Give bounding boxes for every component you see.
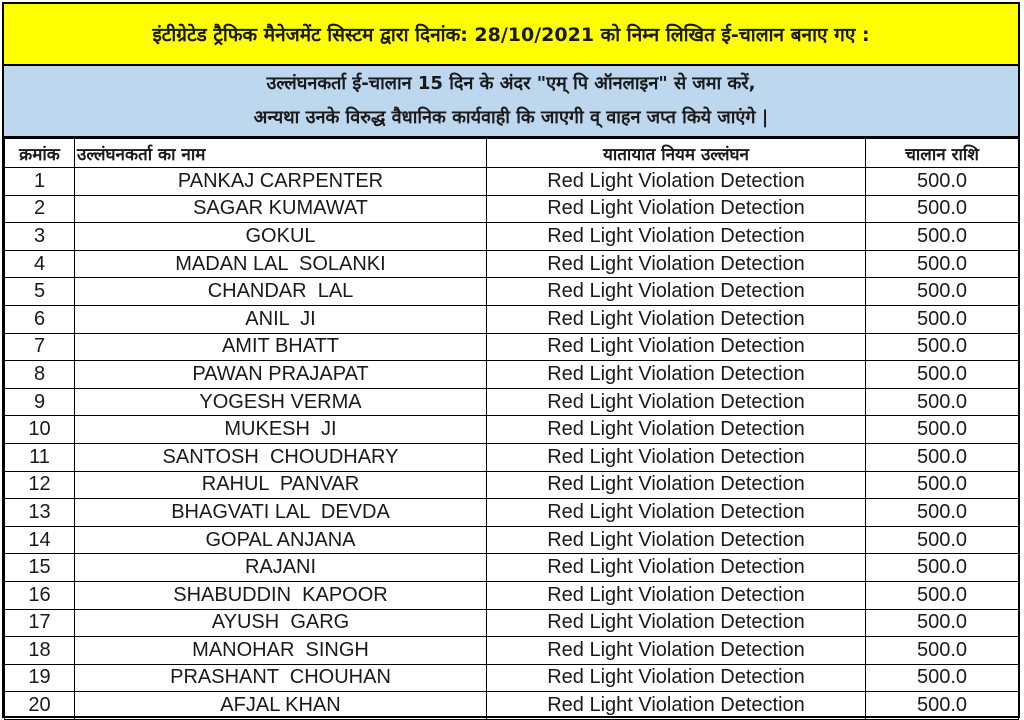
violation-cell: Red Light Violation Detection xyxy=(487,333,866,361)
violator-name-cell: BHAGVATI LAL DEVDA xyxy=(75,499,487,527)
serial-no-cell: 1 xyxy=(5,168,75,196)
amount-cell: 500.0 xyxy=(866,250,1019,278)
violator-name-cell: AYUSH GARG xyxy=(75,609,487,637)
violation-cell: Red Light Violation Detection xyxy=(487,664,866,692)
violation-cell: Red Light Violation Detection xyxy=(487,609,866,637)
amount-cell: 500.0 xyxy=(866,637,1019,665)
violator-name-cell: PAWAN PRAJAPAT xyxy=(75,361,487,389)
header-serial-no: क्रमांक xyxy=(5,139,75,168)
serial-no-cell: 15 xyxy=(5,554,75,582)
violator-name-cell: GOPAL ANJANA xyxy=(75,526,487,554)
table-row xyxy=(5,664,1019,692)
table-row xyxy=(5,305,1019,333)
violator-name-cell: PANKAJ CARPENTER xyxy=(75,168,487,196)
violator-name-cell: YOGESH VERMA xyxy=(75,388,487,416)
table-row xyxy=(5,361,1019,389)
amount-cell: 500.0 xyxy=(866,195,1019,223)
table-row xyxy=(5,250,1019,278)
table-header-row xyxy=(5,139,1019,168)
table-row xyxy=(5,609,1019,637)
amount-cell: 500.0 xyxy=(866,609,1019,637)
amount-cell: 500.0 xyxy=(866,581,1019,609)
amount-cell: 500.0 xyxy=(866,388,1019,416)
serial-no-cell: 3 xyxy=(5,223,75,251)
serial-no-cell: 20 xyxy=(5,692,75,720)
violator-name-cell: MADAN LAL SOLANKI xyxy=(75,250,487,278)
header-violator-name: उल्लंघनकर्ता का नाम xyxy=(75,139,487,168)
table-row xyxy=(5,499,1019,527)
serial-no-cell: 13 xyxy=(5,499,75,527)
serial-no-cell: 12 xyxy=(5,471,75,499)
table-row xyxy=(5,637,1019,665)
serial-no-cell: 4 xyxy=(5,250,75,278)
violation-cell: Red Light Violation Detection xyxy=(487,526,866,554)
header-challan-amount: चालान राशि xyxy=(866,139,1019,168)
serial-no-cell: 10 xyxy=(5,416,75,444)
table-row xyxy=(5,195,1019,223)
title-banner xyxy=(4,4,1018,66)
violator-name-cell: RAJANI xyxy=(75,554,487,582)
challan-sheet xyxy=(2,2,1020,718)
header-traffic-violation: यातायात नियम उल्लंघन xyxy=(487,139,866,168)
violation-cell: Red Light Violation Detection xyxy=(487,499,866,527)
amount-cell: 500.0 xyxy=(866,443,1019,471)
violator-name-cell: MUKESH JI xyxy=(75,416,487,444)
amount-cell: 500.0 xyxy=(866,499,1019,527)
violator-name-cell: MANOHAR SINGH xyxy=(75,637,487,665)
violation-cell: Red Light Violation Detection xyxy=(487,250,866,278)
serial-no-cell: 7 xyxy=(5,333,75,361)
table-row xyxy=(5,388,1019,416)
table-row xyxy=(5,692,1019,720)
violation-cell: Red Light Violation Detection xyxy=(487,361,866,389)
amount-cell: 500.0 xyxy=(866,278,1019,306)
amount-cell: 500.0 xyxy=(866,416,1019,444)
table-row xyxy=(5,526,1019,554)
violator-name-cell: SANTOSH CHOUDHARY xyxy=(75,443,487,471)
violator-name-cell: AMIT BHATT xyxy=(75,333,487,361)
violation-cell: Red Light Violation Detection xyxy=(487,581,866,609)
amount-cell: 500.0 xyxy=(866,361,1019,389)
violation-cell: Red Light Violation Detection xyxy=(487,416,866,444)
amount-cell: 500.0 xyxy=(866,664,1019,692)
violator-name-cell: CHANDAR LAL xyxy=(75,278,487,306)
violator-name-cell: SHABUDDIN KAPOOR xyxy=(75,581,487,609)
violator-name-cell: SAGAR KUMAWAT xyxy=(75,195,487,223)
violation-cell: Red Light Violation Detection xyxy=(487,554,866,582)
amount-cell: 500.0 xyxy=(866,305,1019,333)
violation-cell: Red Light Violation Detection xyxy=(487,637,866,665)
challan-table xyxy=(4,138,1019,720)
violation-cell: Red Light Violation Detection xyxy=(487,305,866,333)
table-row xyxy=(5,278,1019,306)
violator-name-cell: PRASHANT CHOUHAN xyxy=(75,664,487,692)
serial-no-cell: 17 xyxy=(5,609,75,637)
amount-cell: 500.0 xyxy=(866,471,1019,499)
serial-no-cell: 8 xyxy=(5,361,75,389)
serial-no-cell: 11 xyxy=(5,443,75,471)
violation-cell: Red Light Violation Detection xyxy=(487,388,866,416)
table-row xyxy=(5,581,1019,609)
violation-cell: Red Light Violation Detection xyxy=(487,195,866,223)
serial-no-cell: 16 xyxy=(5,581,75,609)
violation-cell: Red Light Violation Detection xyxy=(487,443,866,471)
notice-line-2: अन्यथा उनके विरुद्ध वैधानिक कार्यवाही कि जाएगी व् वाहन जप्त किये जाएंगे | xyxy=(253,107,769,128)
table-row xyxy=(5,554,1019,582)
violation-cell: Red Light Violation Detection xyxy=(487,223,866,251)
serial-no-cell: 5 xyxy=(5,278,75,306)
violation-cell: Red Light Violation Detection xyxy=(487,471,866,499)
amount-cell: 500.0 xyxy=(866,333,1019,361)
notice-banner xyxy=(4,66,1018,138)
serial-no-cell: 14 xyxy=(5,526,75,554)
amount-cell: 500.0 xyxy=(866,168,1019,196)
violation-cell: Red Light Violation Detection xyxy=(487,692,866,720)
table-row xyxy=(5,471,1019,499)
amount-cell: 500.0 xyxy=(866,526,1019,554)
violator-name-cell: ANIL JI xyxy=(75,305,487,333)
table-row xyxy=(5,333,1019,361)
violator-name-cell: RAHUL PANVAR xyxy=(75,471,487,499)
serial-no-cell: 6 xyxy=(5,305,75,333)
amount-cell: 500.0 xyxy=(866,692,1019,720)
table-row xyxy=(5,223,1019,251)
table-row xyxy=(5,416,1019,444)
violation-cell: Red Light Violation Detection xyxy=(487,278,866,306)
page-title: इंटीग्रेटेड ट्रैफिक मैनेजमेंट सिस्टम द्वारा दिनांक: 28/10/2021 को निम्न लिखित ई-चालान बनाए गए : xyxy=(152,24,870,46)
notice-line-1: उल्लंघनकर्ता ई-चालान 15 दिन के अंदर "एम् पि ऑनलाइन" से जमा करें, xyxy=(266,73,756,94)
serial-no-cell: 19 xyxy=(5,664,75,692)
table-row xyxy=(5,443,1019,471)
serial-no-cell: 18 xyxy=(5,637,75,665)
amount-cell: 500.0 xyxy=(866,554,1019,582)
amount-cell: 500.0 xyxy=(866,223,1019,251)
table-row xyxy=(5,168,1019,196)
serial-no-cell: 9 xyxy=(5,388,75,416)
violator-name-cell: AFJAL KHAN xyxy=(75,692,487,720)
serial-no-cell: 2 xyxy=(5,195,75,223)
violation-cell: Red Light Violation Detection xyxy=(487,168,866,196)
violator-name-cell: GOKUL xyxy=(75,223,487,251)
